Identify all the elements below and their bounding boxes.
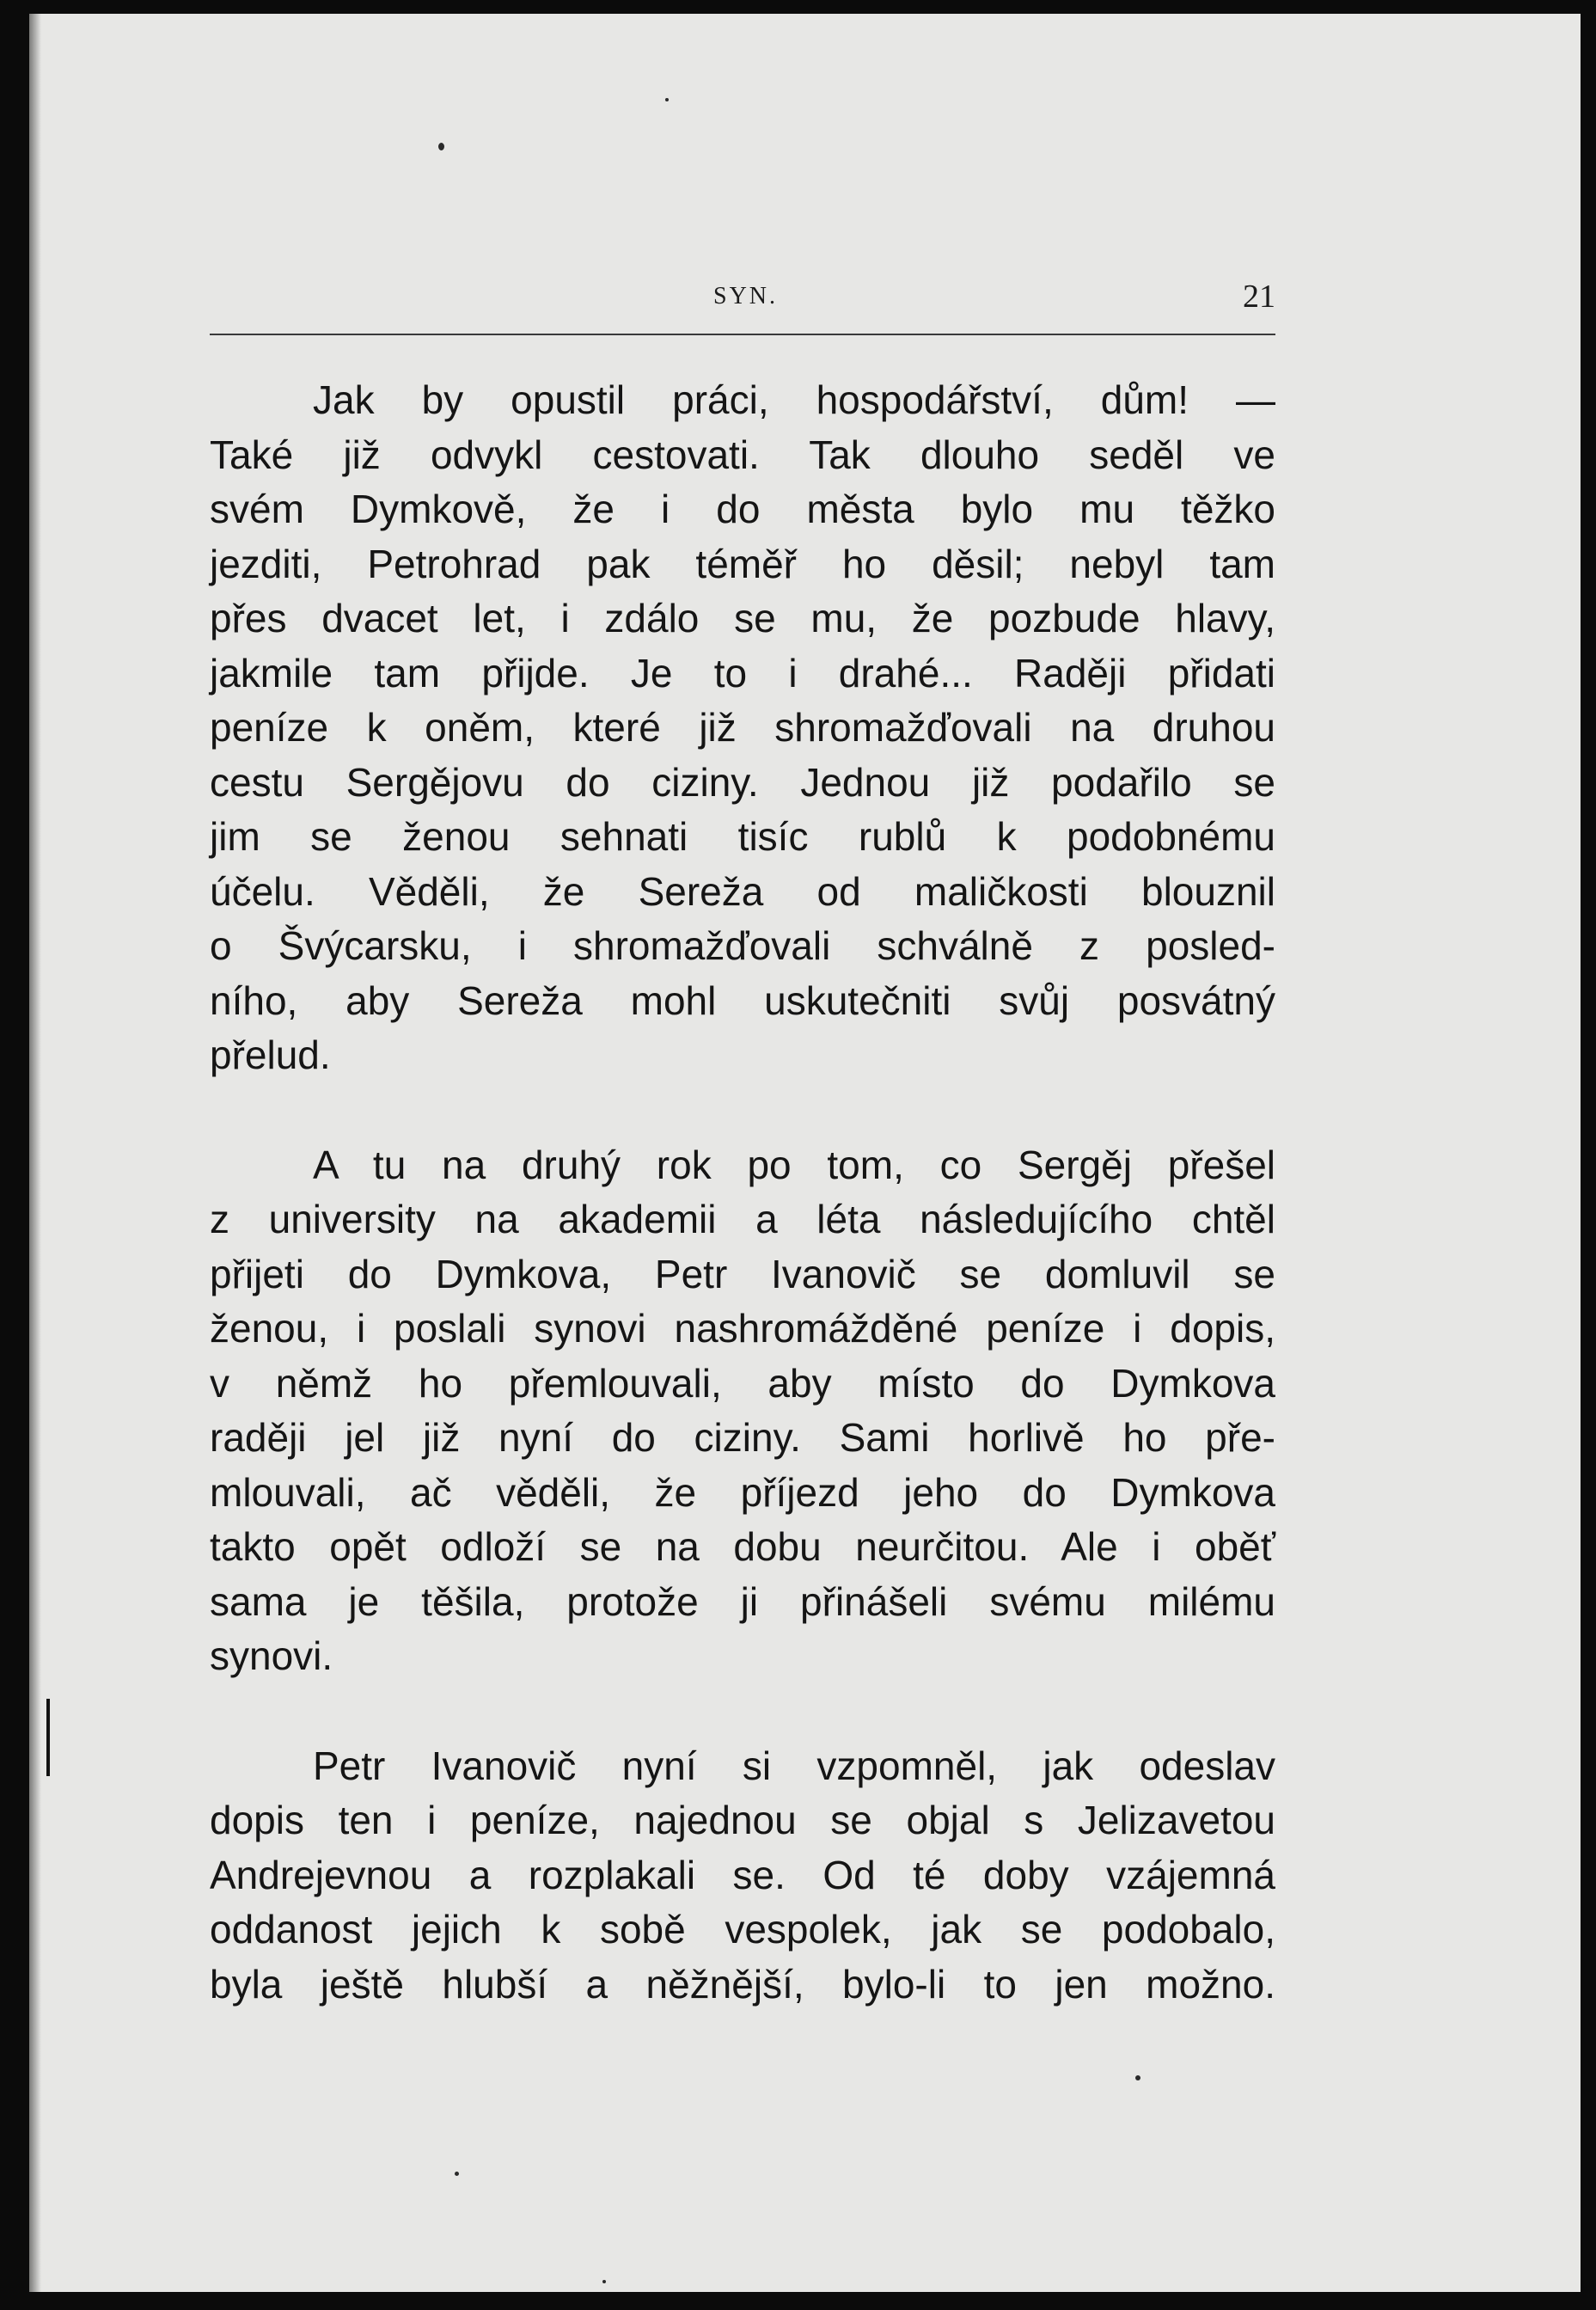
page-number: 21 [1243, 279, 1275, 315]
text-line: dopis ten i peníze, najednou se objal s Jelizavetou [210, 1798, 1275, 1842]
text-line: účelu. Věděli, že Sereža od maličkosti blouznil [210, 868, 1275, 914]
paragraph-3 [210, 1739, 1275, 2013]
text-line: přelud. [210, 1032, 331, 1077]
spine-shadow [29, 14, 41, 2292]
text-line: o Švýcarsku, i shromažďovali schválně z posled- [210, 923, 1275, 968]
text-line: Také již odvykl cestovati. Tak dlouho seděl ve [210, 432, 1275, 477]
text-line: z university na akademii a léta následujícího chtěl [210, 1197, 1275, 1241]
text-line: přes dvacet let, i zdálo se mu, že pozbude hlavy, [210, 596, 1275, 640]
paragraph-1 [210, 373, 1275, 1083]
text-line: cestu Sergějovu do ciziny. Jednou již podařilo se [210, 759, 1275, 805]
text-line: v němž ho přemlouvali, aby místo do Dymkova [210, 1360, 1275, 1406]
text-line: Petr Ivanovič nyní si vzpomněl, jak odeslav [313, 1743, 1275, 1788]
text-line: svém Dymkově, že i do města bylo mu těžko [210, 487, 1275, 531]
paragraph-2 [210, 1138, 1275, 1684]
body-text [210, 373, 1275, 2067]
text-line: jim se ženou sehnati tisíc rublů k podobnému [210, 814, 1275, 859]
text-line: přijeti do Dymkova, Petr Ivanovič se domluvil se [210, 1251, 1275, 1296]
text-line: Andrejevnou a rozplakali se. Od té doby vzájemná [210, 1852, 1275, 1897]
paper-speck [665, 98, 669, 101]
running-title: SYN. [713, 283, 779, 309]
paper-speck [602, 2280, 606, 2283]
text-line: peníze k oněm, které již shromažďovali na druhou [210, 705, 1275, 750]
text-line: jakmile tam přijde. Je to i drahé... Raději přidati [210, 650, 1275, 695]
paper-speck [438, 143, 444, 150]
running-head [210, 276, 1275, 328]
text-line: synovi. [210, 1633, 333, 1678]
text-line: A tu na druhý rok po tom, co Sergěj přešel [313, 1142, 1275, 1187]
page-edge-mark [46, 1699, 50, 1776]
text-line: raději jel již nyní do ciziny. Sami horlivě ho pře- [210, 1415, 1275, 1460]
paper-speck [1135, 2075, 1140, 2080]
text-line: sama je těšila, protože ji přinášeli svému milému [210, 1578, 1275, 1624]
text-line: ženou, i poslali synovi nashromážděné peníze i dopis, [210, 1306, 1275, 1351]
text-line: ního, aby Sereža mohl uskutečniti svůj posvátný [210, 977, 1275, 1023]
text-line: jezditi, Petrohrad pak téměř ho děsil; nebyl tam [210, 541, 1275, 586]
book-page [29, 14, 1581, 2292]
paper-speck [455, 2172, 459, 2176]
text-line: byla ještě hlubší a něžnější, bylo-li to jen možno. [210, 1961, 1275, 2007]
text-line: takto opět odloží se na dobu neurčitou. Ale i oběť [210, 1524, 1275, 1569]
text-line: Jak by opustil práci, hospodářství, dům! — [313, 377, 1275, 422]
text-line: mlouvali, ač věděli, že příjezd jeho do Dymkova [210, 1469, 1275, 1515]
text-line: oddanost jejich k sobě vespolek, jak se podobalo, [210, 1907, 1275, 1952]
header-rule [210, 334, 1275, 335]
